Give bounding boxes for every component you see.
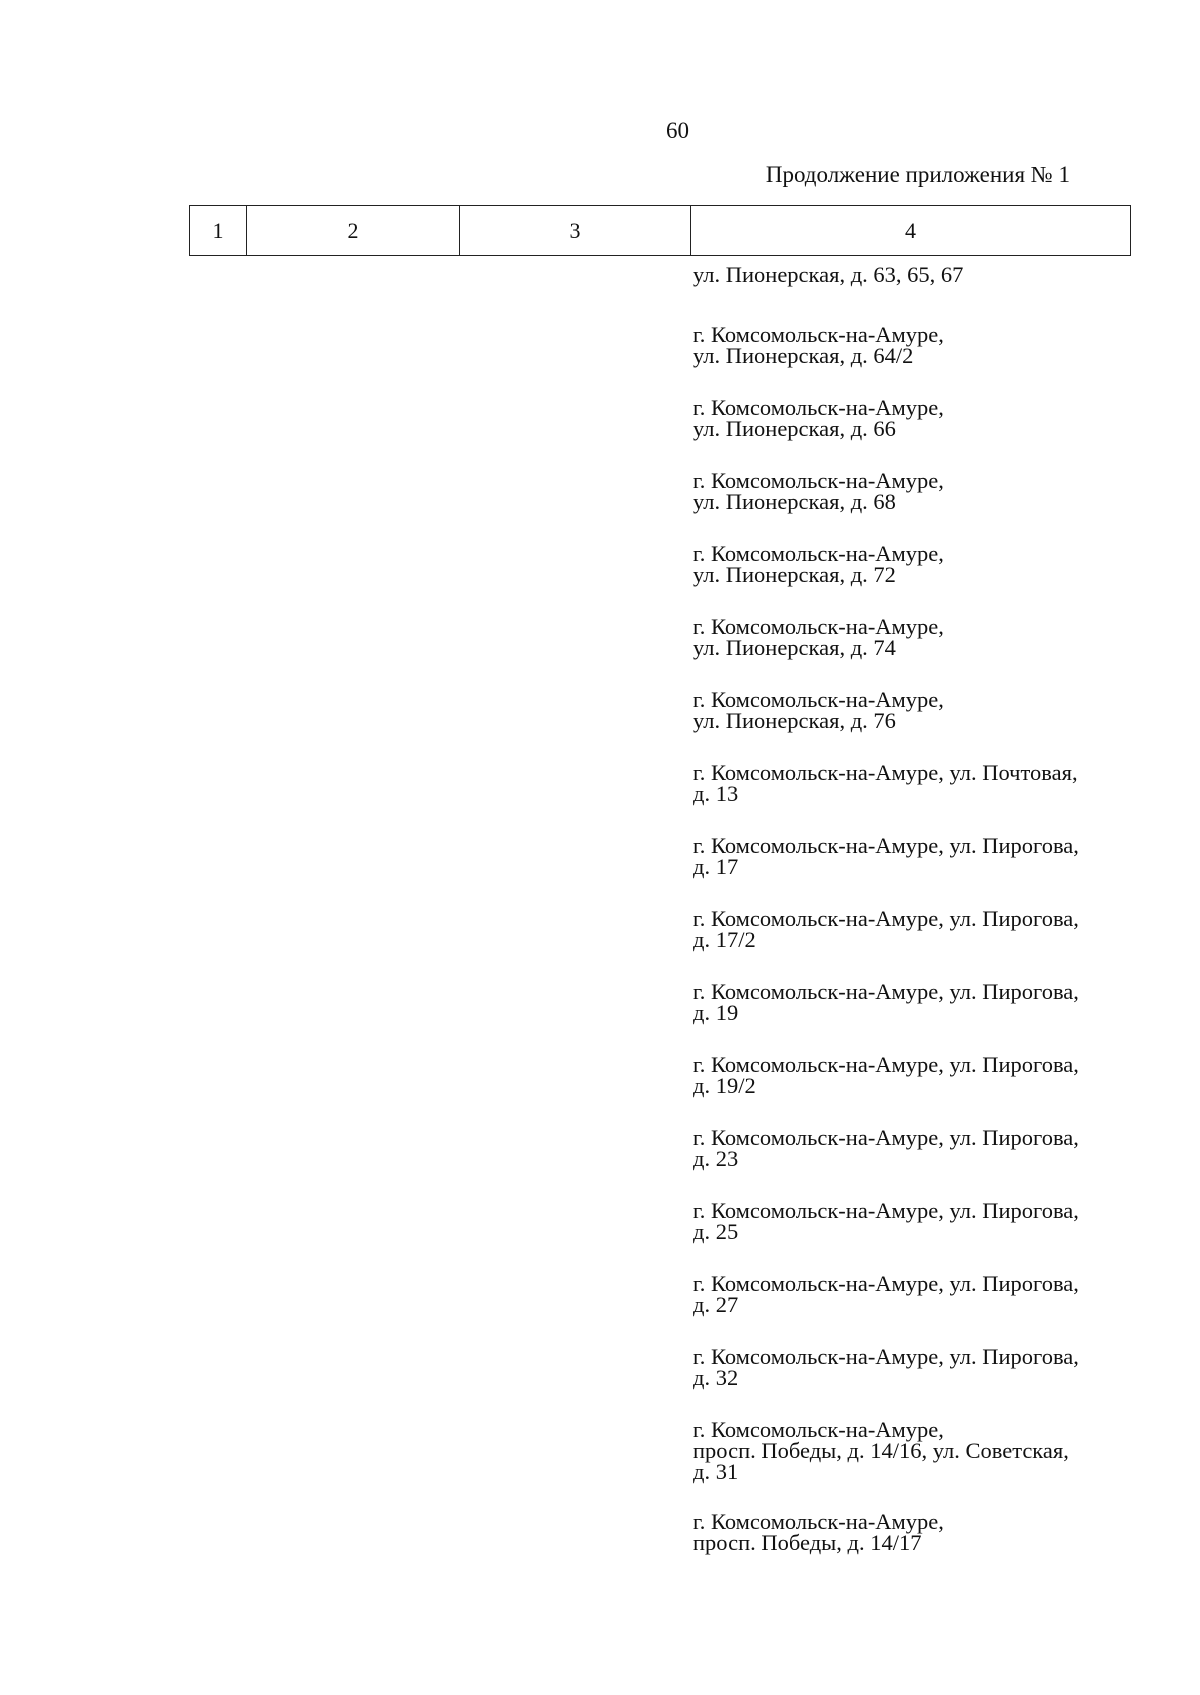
address-entry: г. Комсомольск-на-Амуре, просп. Победы, д. 14/16, ул. Советская, д. 31 (693, 1417, 1069, 1484)
address-entry: г. Комсомольск-на-Амуре, ул. Почтовая, д. 13 (693, 760, 1078, 806)
address-entry: г. Комсомольск-на-Амуре, ул. Пирогова, д. 32 (693, 1344, 1079, 1390)
column-header-3: 3 (460, 206, 691, 256)
address-entry: г. Комсомольск-на-Амуре, ул. Пионерская, д. 74 (693, 614, 944, 660)
page-number: 60 (666, 118, 689, 143)
column-header-2: 2 (247, 206, 460, 256)
continuation-label: Продолжение приложения № 1 (765, 162, 1070, 187)
address-entry: г. Комсомольск-на-Амуре, просп. Победы, д. 14/17 (693, 1509, 944, 1555)
address-entry: г. Комсомольск-на-Амуре, ул. Пирогова, д. 25 (693, 1198, 1079, 1244)
table-header-row (190, 206, 1131, 256)
column-header-1: 1 (190, 206, 247, 256)
address-entry: г. Комсомольск-на-Амуре, ул. Пирогова, д. 19/2 (693, 1052, 1079, 1098)
table-header (189, 205, 1131, 256)
address-entry: г. Комсомольск-на-Амуре, ул. Пирогова, д. 19 (693, 979, 1079, 1025)
address-entry: г. Комсомольск-на-Амуре, ул. Пирогова, д. 17/2 (693, 906, 1079, 952)
address-entry: г. Комсомольск-на-Амуре, ул. Пирогова, д. 23 (693, 1125, 1079, 1171)
address-entry: г. Комсомольск-на-Амуре, ул. Пионерская, д. 66 (693, 395, 944, 441)
column-header-4: 4 (691, 206, 1131, 256)
address-entry: г. Комсомольск-на-Амуре, ул. Пирогова, д. 17 (693, 833, 1079, 879)
address-entry: г. Комсомольск-на-Амуре, ул. Пионерская, д. 76 (693, 687, 944, 733)
address-entry: г. Комсомольск-на-Амуре, ул. Пионерская, д. 72 (693, 541, 944, 587)
address-entry: г. Комсомольск-на-Амуре, ул. Пионерская, д. 68 (693, 468, 944, 514)
address-entry: г. Комсомольск-на-Амуре, ул. Пирогова, д. 27 (693, 1271, 1079, 1317)
address-entry: г. Комсомольск-на-Амуре, ул. Пионерская, д. 64/2 (693, 322, 944, 368)
address-entry: ул. Пионерская, д. 63, 65, 67 (693, 262, 964, 287)
